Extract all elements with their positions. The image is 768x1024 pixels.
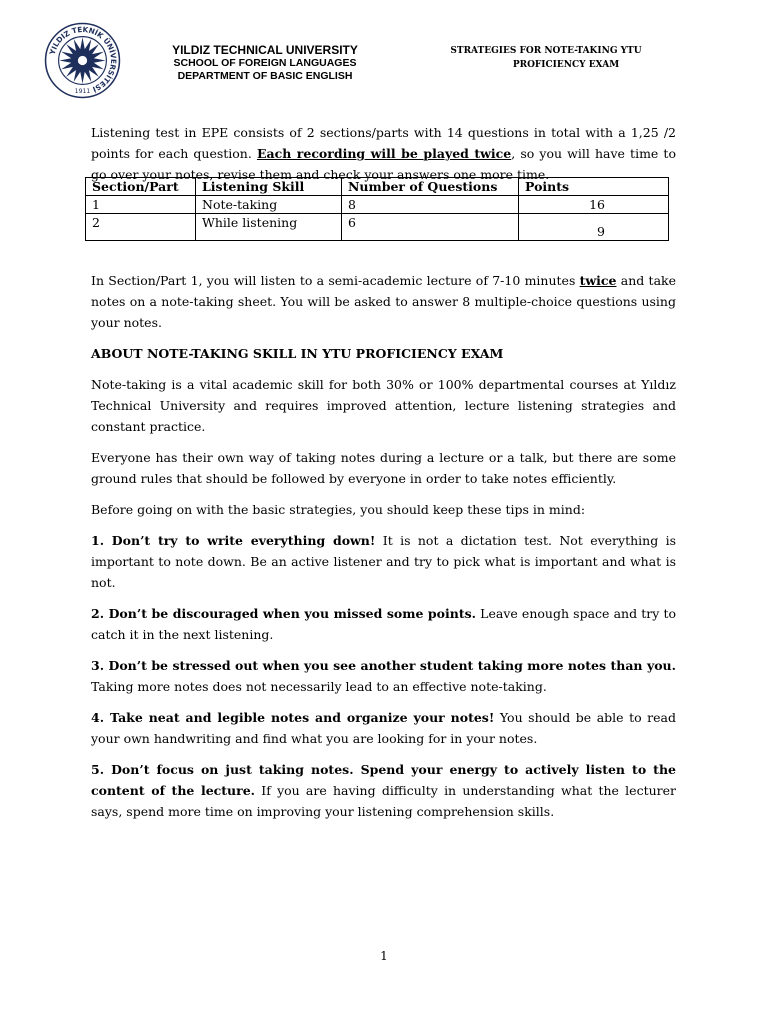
document-title xyxy=(440,44,652,72)
tip-text: It is not a dictation test. Not everything is important to note down. Be an active listener and try to pick what is important and what is not. xyxy=(91,533,676,590)
table-cell: 1 xyxy=(86,196,196,214)
intro-emphasis: Each recording will be played twice xyxy=(256,146,512,161)
svg-text:YILDIZ TEKNİK ÜNİVERSİTESİ: YILDIZ TEKNİK ÜNİVERSİTESİ xyxy=(47,24,119,94)
tip-text: You should be able to read your own handwriting and find what you are looking for in your notes. xyxy=(91,710,676,746)
table-header-cell: Listening Skill xyxy=(196,178,342,196)
document-title-line1: STRATEGIES FOR NOTE-TAKING YTU xyxy=(450,46,642,56)
table-row xyxy=(86,214,669,241)
table-header-cell: Points xyxy=(519,178,669,196)
intro-block xyxy=(91,122,676,185)
svg-text:1911: 1911 xyxy=(74,87,91,95)
section1-text-after: and take notes on a note-taking sheet. You will be asked to answer 8 multiple-choice questions using your notes. xyxy=(91,273,676,330)
document-title-line2: PROFICIENCY EXAM xyxy=(512,60,620,70)
section1-paragraph xyxy=(91,270,676,333)
table-cell: 16 xyxy=(519,196,669,214)
tip-item xyxy=(91,603,676,645)
table-cell: 9 xyxy=(519,214,669,241)
tip-title: 2. Don’t be discouraged when you missed some points. xyxy=(91,606,477,621)
body-block xyxy=(91,270,676,822)
department-name: DEPARTMENT OF BASIC ENGLISH xyxy=(177,70,353,82)
tip-text: Taking more notes does not necessarily lead to an effective note-taking. xyxy=(91,679,547,694)
section1-emphasis: twice xyxy=(579,273,617,288)
table-header-row xyxy=(86,178,669,196)
tip-item xyxy=(91,759,676,822)
page-number: 1 xyxy=(380,949,388,963)
section1-text-before: In Section/Part 1, you will listen to a semi-academic lecture of 7-10 minutes xyxy=(91,273,580,288)
table-row xyxy=(86,196,669,214)
table-cell: While listening xyxy=(196,214,342,241)
tip-title: 3. Don’t be stressed out when you see another student taking more notes than you. xyxy=(91,658,676,673)
paragraph: Note-taking is a vital academic skill for both 30% or 100% departmental courses at Yıldız Technical University and requires improved attention, lecture listening strategies and constant practice. xyxy=(91,377,676,434)
tip-title: 5. Don’t focus on just taking notes. Spend your energy to actively listen to the content of the lecture. xyxy=(91,762,676,798)
university-name: YILDIZ TECHNICAL UNIVERSITY xyxy=(172,43,358,57)
table-cell: Note-taking xyxy=(196,196,342,214)
table-header-cell: Section/Part xyxy=(86,178,196,196)
table-cell: 6 xyxy=(342,214,519,241)
paragraph: Everyone has their own way of taking notes during a lecture or a talk, but there are some ground rules that should be followed by everyone in order to take notes efficiently. xyxy=(91,450,676,486)
tip-title: 4. Take neat and legible notes and organize your notes! xyxy=(91,710,495,725)
tip-item xyxy=(91,655,676,697)
tip-title: 1. Don’t try to write everything down! xyxy=(91,533,376,548)
table-header-cell: Number of Questions xyxy=(342,178,519,196)
tip-item xyxy=(91,530,676,593)
university-logo-icon xyxy=(44,22,121,99)
school-name: SCHOOL OF FOREIGN LANGUAGES xyxy=(173,57,357,69)
intro-text-before: Listening test in EPE consists of 2 sections/parts with 14 questions in total with a 1,25 /2 points for each question. xyxy=(91,125,676,161)
section-heading: ABOUT NOTE-TAKING SKILL IN YTU PROFICIENCY EXAM xyxy=(91,346,504,361)
tip-text: Leave enough space and try to catch it in the next listening. xyxy=(91,606,676,642)
table-cell: 8 xyxy=(342,196,519,214)
table-cell: 2 xyxy=(86,214,196,241)
intro-text-after: , so you will have time to go over your notes, revise them and check your answers one more time. xyxy=(91,146,676,182)
listening-sections-table xyxy=(85,177,669,241)
tip-item xyxy=(91,707,676,749)
intro-paragraph xyxy=(91,122,676,185)
institution-header xyxy=(150,43,380,83)
paragraph: Before going on with the basic strategies, you should keep these tips in mind: xyxy=(91,502,586,517)
tip-text: If you are having difficulty in understanding what the lecturer says, spend more time on improving your listening comprehension skills. xyxy=(91,783,677,819)
